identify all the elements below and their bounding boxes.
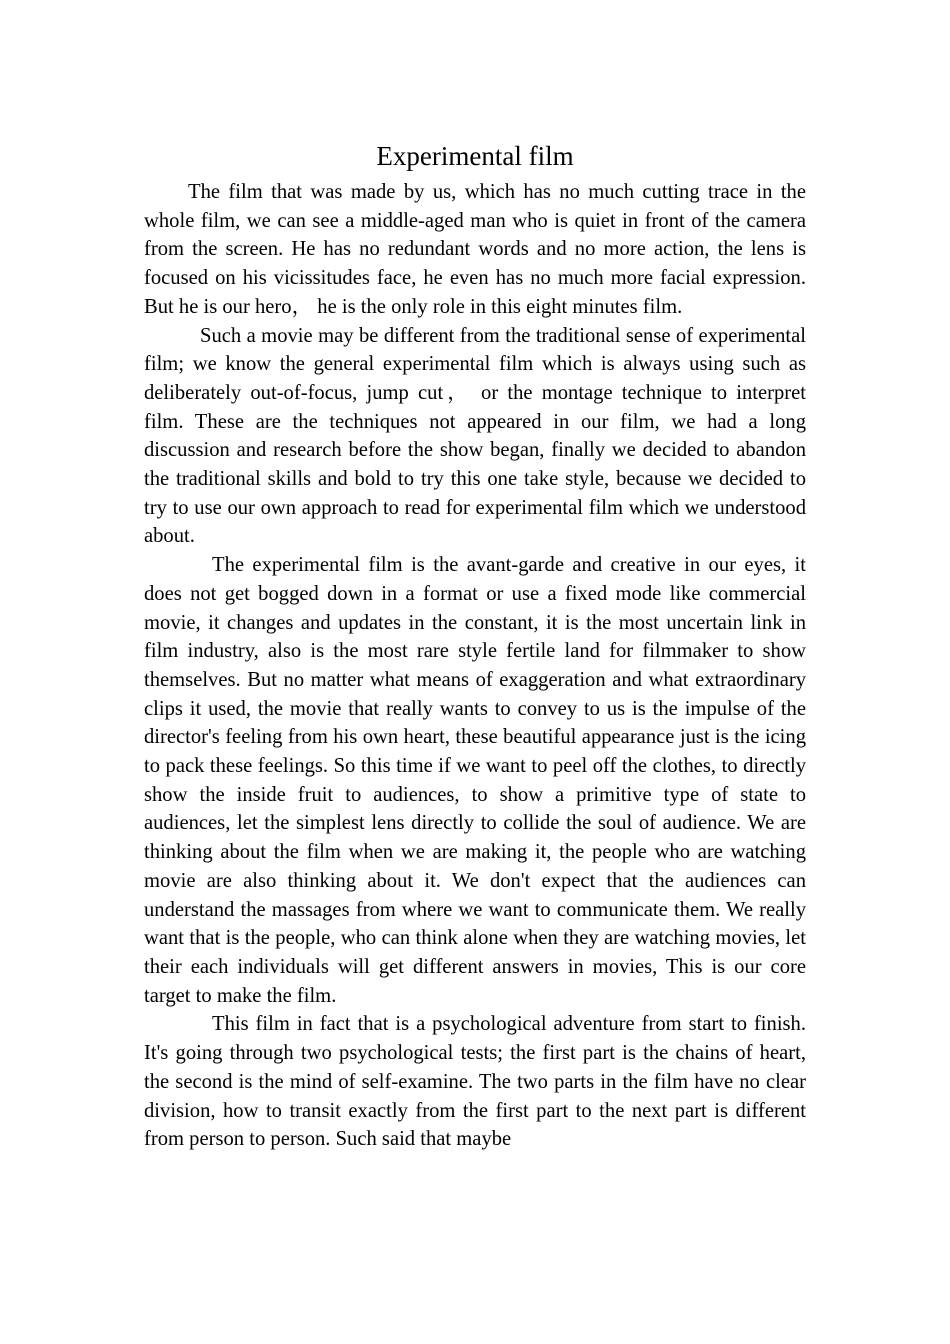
- document-title: Experimental film: [376, 141, 574, 171]
- paragraph-3: The experimental film is the avant-garde and creative in our eyes, it does not get bogged down in a format or use a fixed mode like commercial movie, it changes and updates in the constant, it is the most uncertain link in film industry, also is the most rare style fertile land for filmmaker to show themselves. But no matter what means of exaggeration and what extraordinary clips it used, the movie that really wants to convey to us is the impulse of the director's feeling from his own heart, these beautiful appearance just is the icing to pack these feelings. So this time if we want to peel off the clothes, to directly show the inside fruit to audiences, to show a primitive type of state to audiences, let the simplest lens directly to collide the soul of audience. We are thinking about the film when we are making it, the people who are watching movie are also thinking about it. We don't expect that the audiences can understand the massages from where we want to communicate them. We really want that is the people, who can think alone when they are watching movies, let their each individuals will get different answers in movies, This is our core target to make the film.: [144, 554, 806, 1007]
- document-body: [144, 138, 806, 1154]
- paragraph-2: Such a movie may be different from the traditional sense of experimental film; we know the general experimental film which is always using such as deliberately out-of-focus, jump cut， or the montage technique to interpret film. These are the techniques not appeared in our film, we had a long discussion and research before the show began, finally we decided to abandon the traditional skills and bold to try this one take style, because we decided to try to use our own approach to read for experimental film which we understood about.: [144, 324, 806, 548]
- paragraph-4: This film in fact that is a psychological adventure from start to finish. It's going through two psychological tests; the first part is the chains of heart, the second is the mind of self-examine. The two parts in the film have no clear division, how to transit exactly from the first part to the next part is different from person to person. Such said that maybe: [144, 1013, 806, 1151]
- paragraph-1: The film that was made by us, which has no much cutting trace in the whole film, we can see a middle-aged man who is quiet in front of the camera from the screen. He has no redundant words and no more action, the lens is focused on his vicissitudes face, he even has no much more facial expression. But he is our hero， he is the only role in this eight minutes film.: [144, 181, 806, 318]
